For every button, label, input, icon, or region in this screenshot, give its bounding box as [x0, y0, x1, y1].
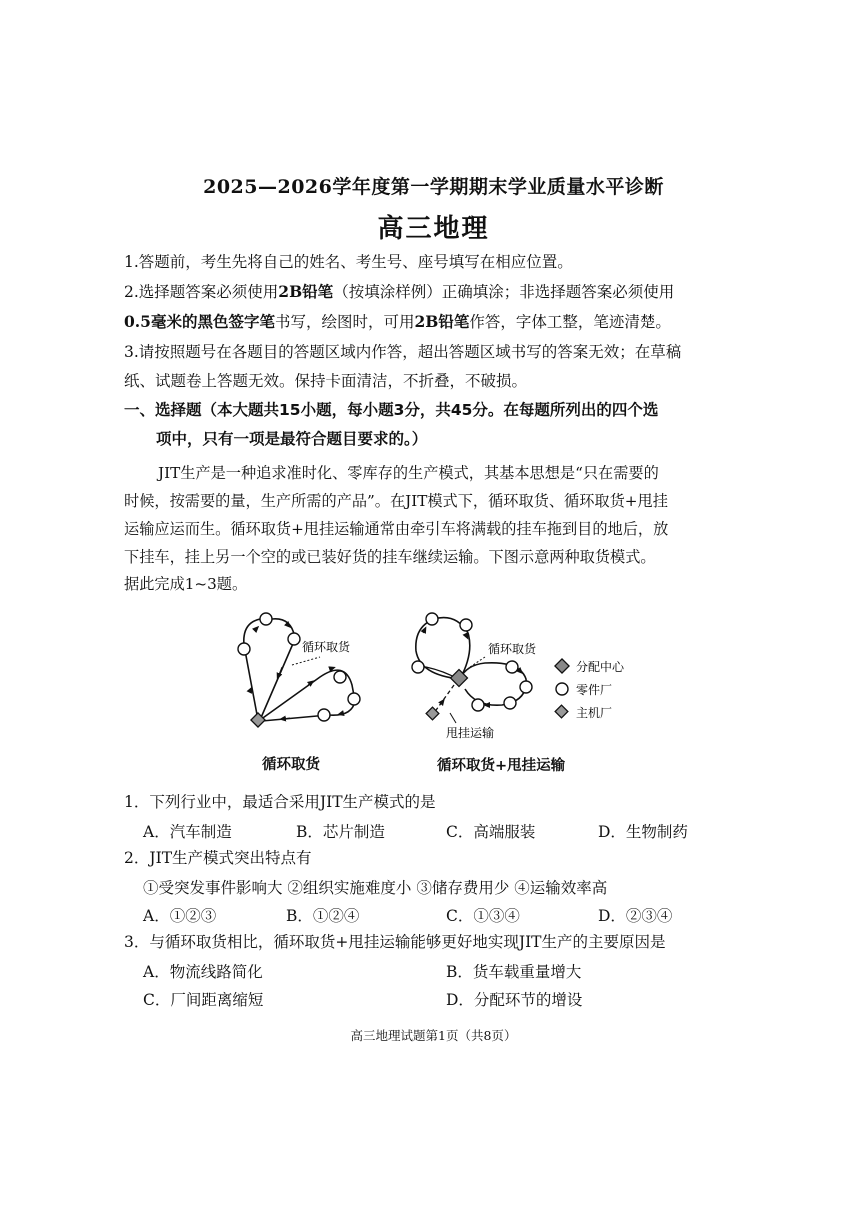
question-1-stem: 1．下列行业中，最适合采用JIT生产模式的是 [124, 793, 436, 811]
parts-factory-icon [460, 619, 472, 631]
question-1-option-b: B．芯片制造 [296, 823, 385, 841]
parts-factory-icon [348, 693, 360, 705]
instruction-1: 1.答题前，考生先将自己的姓名、考生号、座号填写在相应位置。 [124, 253, 573, 271]
parts-factory-icon [238, 643, 250, 655]
parts-factory-icon [412, 661, 424, 673]
passage-line2: 时候，按需要的量，生产所需的产品”。在JIT模式下，循环取货、循环取货+甩挂 [124, 492, 668, 510]
right-figure-caption: 循环取货+甩挂运输 [437, 758, 566, 774]
exam-subject: 高三地理 [377, 214, 490, 244]
instruction-3-line2: 纸、试题卷上答题无效。保持卡面清洁，不折叠，不破损。 [124, 372, 528, 390]
question-1-option-a: A．汽车制造 [143, 823, 232, 841]
parts-factory-icon [426, 613, 438, 625]
passage-line4: 下挂车，挂上另一个空的或已装好货的挂车继续运输。下图示意两种取货模式。 [124, 548, 656, 566]
passage-line1: JIT生产是一种追求准时化、零库存的生产模式，其基本思想是“只在需要的 [158, 464, 659, 482]
question-2-option-c: C．①③④ [446, 907, 520, 925]
question-3-option-b: B．货车载重量增大 [446, 963, 582, 981]
parts-factory-icon [520, 681, 532, 693]
question-2-items: ①受突发事件影响大 ②组织实施难度小 ③储存费用少 ④运输效率高 [143, 879, 608, 897]
question-2-option-a: A．①②③ [143, 907, 217, 925]
question-1-option-d: D．生物制药 [598, 823, 688, 841]
question-2-option-d: D．②③④ [598, 907, 673, 925]
section-heading-line1: 一、选择题（本大题共15小题，每小题3分，共45分。在每题所列出的四个选 [124, 401, 659, 419]
legend-distribution-center-icon [555, 659, 569, 673]
question-3-option-c: C．厂间距离缩短 [143, 991, 264, 1009]
instruction-2-line1: 2.选择题答案必须使用2B铅笔（按填涂样例）正确填涂；非选择题答案必须使用 [124, 282, 675, 301]
question-2-stem: 2．JIT生产模式突出特点有 [124, 849, 312, 867]
instruction-3-line1: 3.请按照题号在各题目的答题区域内作答，超出答题区域书写的答案无效；在草稿 [124, 343, 682, 361]
instruction-2-line2: 0.5毫米的黑色签字笔书写，绘图时，可用2B铅笔作答，字体工整，笔迹清楚。 [124, 312, 671, 331]
parts-factory-icon [472, 699, 484, 711]
legend-distribution-center: 分配中心 [576, 660, 625, 674]
exam-title: 2025—2026学年度第一学期期末学业质量水平诊断 [203, 176, 664, 198]
parts-factory-icon [334, 671, 346, 683]
parts-factory-icon [318, 709, 330, 721]
left-diagram [238, 613, 360, 727]
right-diagram [412, 613, 625, 740]
passage-line5: 据此完成1~3题。 [124, 575, 248, 593]
drop-hook-label: 甩挂运输 [446, 726, 495, 740]
legend-parts-factory-icon [556, 683, 568, 695]
section-heading-line2: 项中，只有一项是最符合题目要求的。） [156, 430, 428, 448]
parts-factory-icon [506, 661, 518, 673]
left-loop-label: 循环取货 [302, 640, 351, 654]
parts-factory-icon [288, 633, 300, 645]
legend-parts-factory: 零件厂 [576, 683, 613, 697]
left-figure-caption: 循环取货 [262, 757, 320, 773]
right-loop-label: 循环取货 [488, 642, 537, 656]
question-3-option-d: D．分配环节的增设 [446, 991, 583, 1009]
page-footer: 高三地理试题第1页（共8页） [350, 1028, 517, 1043]
legend-main-factory-icon [555, 705, 568, 718]
question-2-option-b: B．①②④ [286, 907, 360, 925]
question-3-option-a: A．物流线路简化 [143, 963, 263, 981]
parts-factory-icon [260, 613, 272, 625]
question-1-option-c: C．高端服装 [446, 823, 536, 841]
parts-factory-icon [504, 697, 516, 709]
question-3-stem: 3．与循环取货相比，循环取货+甩挂运输能够更好地实现JIT生产的主要原因是 [124, 933, 666, 951]
passage-line3: 运输应运而生。循环取货+甩挂运输通常由牵引车将满载的挂车拖到目的地后，放 [124, 520, 669, 538]
legend-main-factory: 主机厂 [576, 706, 613, 720]
